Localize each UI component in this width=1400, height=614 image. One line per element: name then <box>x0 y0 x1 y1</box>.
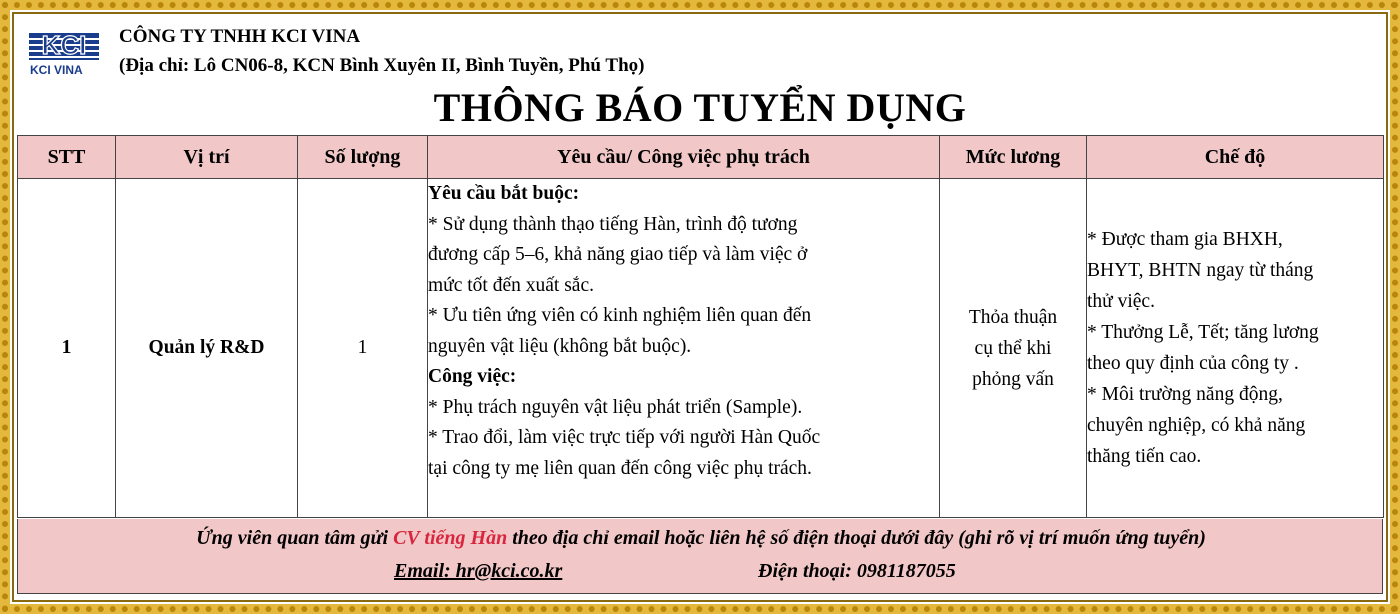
benefit-line: * Môi trường năng động, <box>1087 384 1283 405</box>
cell-position: Quản lý R&D <box>116 179 298 518</box>
cell-requirements <box>428 179 940 518</box>
required-line: * Ưu tiên ứng viên có kinh nghiệm liên quan đến <box>428 305 812 326</box>
salary-line: phỏng vấn <box>972 368 1054 390</box>
cell-quantity: 1 <box>298 179 428 518</box>
benefit-line: * Thưởng Lễ, Tết; tăng lương <box>1087 322 1319 343</box>
work-line: * Trao đổi, làm việc trực tiếp với người Hàn Quốc <box>428 427 821 448</box>
contact-email[interactable]: Email: hr@kci.co.kr <box>394 560 563 582</box>
work-line: * Phụ trách nguyên vật liệu phát triển (Sample). <box>428 396 803 418</box>
header-quantity: Số lượng <box>298 136 428 179</box>
header-requirements: Yêu cầu/ Công việc phụ trách <box>428 136 940 179</box>
required-heading: Yêu cầu bắt buộc: <box>428 183 580 204</box>
benefit-line: theo quy định của công ty . <box>1087 353 1299 374</box>
page-title: THÔNG BÁO TUYỂN DỤNG <box>433 85 967 130</box>
cell-salary <box>940 179 1087 518</box>
header-position: Vị trí <box>116 136 298 179</box>
work-heading: Công việc: <box>428 366 517 387</box>
benefit-line: thử việc. <box>1087 291 1155 312</box>
required-line: mức tốt đến xuất sắc. <box>428 274 594 296</box>
header-salary: Mức lương <box>940 136 1087 179</box>
company-name: CÔNG TY TNHH KCI VINA <box>119 26 361 47</box>
required-line: * Sử dụng thành thạo tiếng Hàn, trình độ tương <box>428 213 798 235</box>
required-line: đương cấp 5–6, khả năng giao tiếp và làm việc ở <box>428 244 808 265</box>
contact-footer <box>17 519 1383 594</box>
instruction-text-after: theo địa chỉ email hoặc liên hệ số điện thoại dưới đây (ghi rõ vị trí muốn ứng tuyển) <box>507 527 1206 549</box>
required-line: nguyên vật liệu (không bắt buộc). <box>428 335 692 357</box>
benefit-line: chuyên nghiệp, có khả năng <box>1087 415 1306 436</box>
recruitment-table <box>17 135 1384 518</box>
contact-phone[interactable]: Điện thoại: 0981187055 <box>758 560 956 582</box>
header-stt: STT <box>18 136 116 179</box>
work-line: tại công ty mẹ liên quan đến công việc phụ trách. <box>428 457 812 479</box>
kci-logo-mark-icon <box>29 30 99 60</box>
salary-line: Thỏa thuận <box>968 306 1058 328</box>
salary-line: cụ thể khi <box>974 337 1052 359</box>
header-benefits: Chế độ <box>1087 136 1384 179</box>
logo-text: KCI VINA <box>30 63 83 77</box>
company-logo <box>29 30 101 78</box>
svg-text:KCI: KCI <box>41 30 87 60</box>
contact-instructions <box>18 527 1384 550</box>
benefit-line: thăng tiến cao. <box>1087 446 1202 467</box>
table-header-row <box>18 136 1384 179</box>
cell-stt: 1 <box>18 179 116 518</box>
company-address: (Địa chỉ: Lô CN06-8, KCN Bình Xuyên II, Bình Tuyền, Phú Thọ) <box>119 55 645 76</box>
benefit-line: * Được tham gia BHXH, <box>1087 229 1283 250</box>
benefit-line: BHYT, BHTN ngay từ tháng <box>1087 260 1314 281</box>
table-row <box>18 179 1384 518</box>
instruction-text-before: Ứng viên quan tâm gửi <box>196 527 394 549</box>
cell-benefits <box>1087 179 1384 518</box>
cv-highlight: CV tiếng Hàn <box>393 527 508 549</box>
